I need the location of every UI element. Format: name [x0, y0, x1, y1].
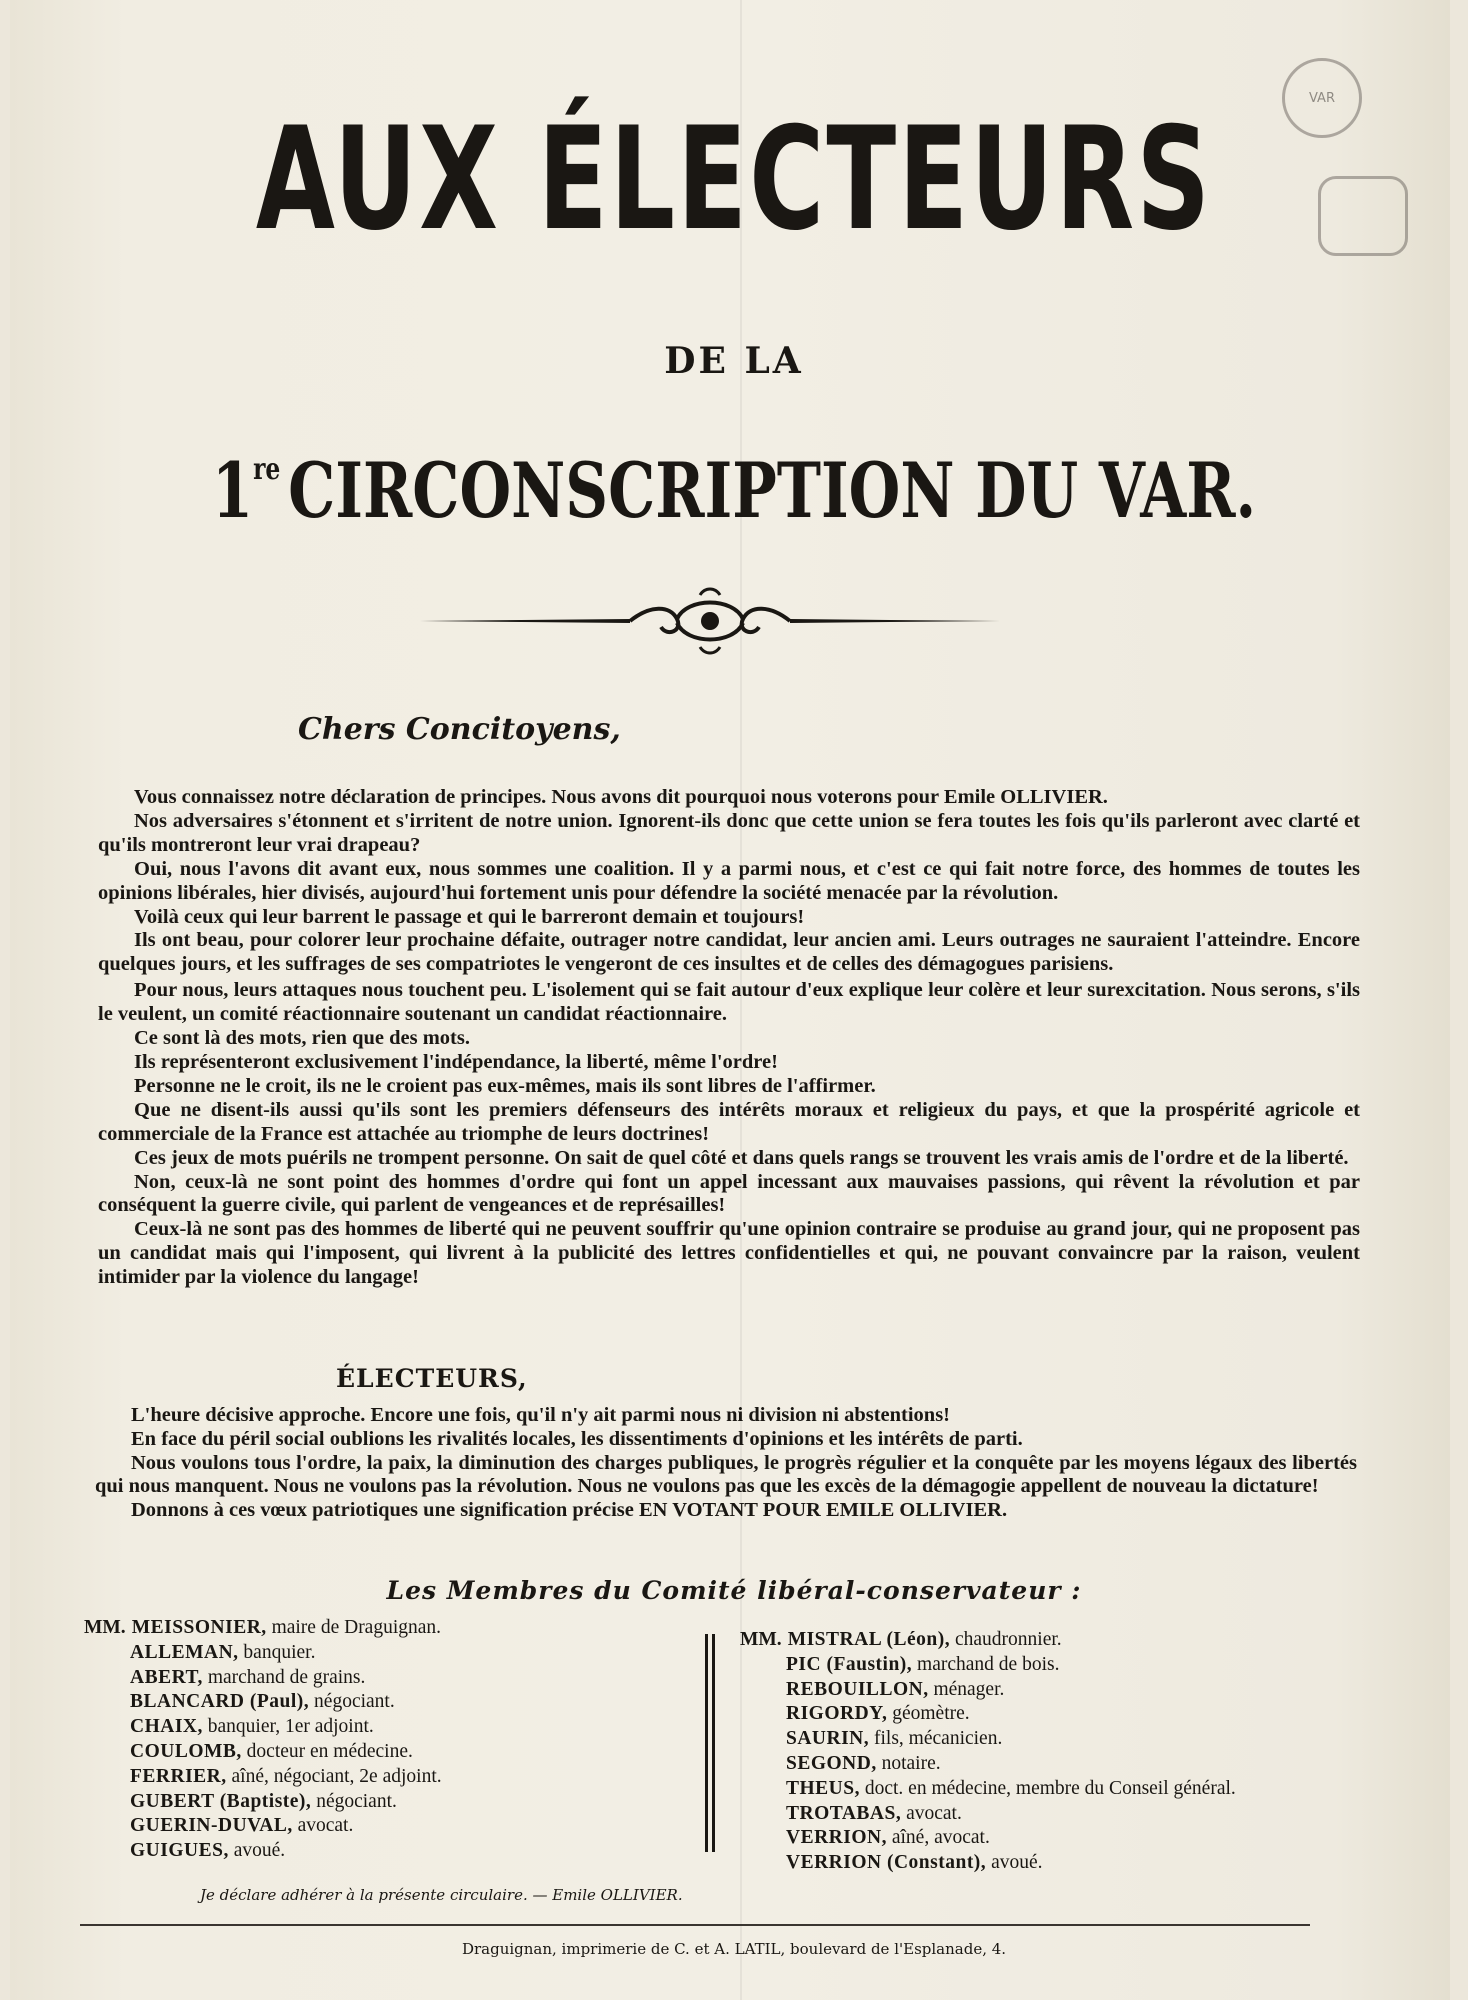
paragraph: Pour nous, leurs attaques nous touchent peu. L'isolement qui se fait autour d'eux explique leur colère et leur surexcitation. Nous serons, s'ils le veulent, un comité réactionnaire soutenant un candidat réactionnaire.: [98, 979, 1360, 1026]
member-description: avoué.: [233, 1840, 286, 1862]
committee-member: [740, 1653, 1380, 1678]
member-description: docteur en médecine.: [246, 1740, 413, 1762]
member-name: VERRION,: [786, 1827, 887, 1849]
committee-member: [740, 1826, 1380, 1851]
column-divider: [705, 1634, 715, 1852]
paragraph: En face du péril social oublions les rivalités locales, les dissentiments d'opinions et les intérêts de parti.: [131, 1427, 1023, 1450]
member-name: PIC (Faustin),: [786, 1653, 913, 1675]
paragraph: Ils représenteront exclusivement l'indépendance, la liberté, même l'ordre!: [134, 1050, 778, 1073]
circ-number: 1: [211, 446, 254, 535]
paragraph: Non, ceux-là ne sont point des hommes d'ordre qui font un appel incessant aux mauvaises passions, qui rêvent la révolution et par conséquent la guerre civile, qui parlent de vengeances et de représailles!: [98, 1170, 1360, 1217]
salutation: Chers Concitoyens,: [298, 712, 621, 747]
committee-member: [740, 1802, 1380, 1827]
member-description: maire de Draguignan.: [271, 1617, 442, 1638]
member-name: BLANCARD (Paul),: [130, 1691, 310, 1713]
octagonal-stamp: [1318, 176, 1408, 256]
member-name: GUIGUES,: [130, 1840, 229, 1862]
committee-member: [740, 1678, 1380, 1703]
committee-member: [84, 1765, 684, 1790]
member-description: banquier.: [243, 1641, 316, 1663]
member-name: FERRIER,: [130, 1765, 227, 1787]
committee-member: [84, 1740, 684, 1765]
paragraph: Nos adversaires s'étonnent et s'irritent de notre union. Ignorent-ils donc que cette union se fera toutes les fois qu'ils parleront avec clarté et qu'ils montreront leur vrai drapeau?: [98, 809, 1360, 856]
circ-ordinal: re: [253, 452, 281, 487]
member-description: doct. en médecine, membre du Conseil général.: [864, 1777, 1236, 1799]
member-description: fils, mécanicien.: [874, 1728, 1003, 1750]
paragraph: Ce sont là des mots, rien que des mots.: [134, 1027, 470, 1050]
committee-member: [740, 1851, 1380, 1876]
member-name: ALLEMAN,: [130, 1641, 239, 1663]
member-name: RIGORDY,: [786, 1703, 888, 1725]
member-description: aîné, négociant, 2e adjoint.: [231, 1765, 442, 1787]
member-description: avoué.: [991, 1852, 1043, 1874]
committee-member: [84, 1814, 684, 1839]
member-prefix: MM.: [740, 1629, 782, 1650]
paragraph: Ces jeux de mots puérils ne trompent personne. On sait de quel côté et dans quels rangs se trouvent les vrais amis de l'ordre et de la liberté.: [134, 1146, 1349, 1169]
member-description: banquier, 1er adjoint.: [207, 1716, 374, 1738]
appeal-text: [95, 1404, 1357, 1523]
body-text: [98, 786, 1360, 1290]
committee-member: [740, 1727, 1380, 1752]
member-description: avocat.: [297, 1815, 354, 1837]
paragraph: Ils ont beau, pour colorer leur prochaine défaite, outrager notre candidat, leur ancien ami. Leurs outrages ne sauraient l'atteindre. Encore quelques jours, et les suffrages de ses compatriotes le vengeront de ces insultes et de celles des démagogues parisiens.: [98, 929, 1360, 976]
member-name: ABERT,: [130, 1666, 203, 1688]
member-description: notaire.: [881, 1752, 941, 1774]
member-prefix: MM.: [84, 1617, 126, 1638]
paragraph: Ceux-là ne sont pas des hommes de liberté qui ne peuvent souffrir qu'une opinion contraire se produise au grand jour, qui ne proposent pas un candidat mais qui l'imposent, qui livrent à la publicité des lettres confidentielles et qui, ne pouvant convaincre par la raison, veulent intimider par la violence du langage!: [98, 1218, 1360, 1289]
member-description: marchand de bois.: [917, 1653, 1060, 1675]
poster-subtitle: DE LA: [664, 340, 804, 382]
paragraph: Voilà ceux qui leur barrent le passage et qui le barreront demain et toujours!: [134, 905, 805, 928]
committee-member: [740, 1777, 1380, 1802]
circ-name: CIRCONSCRIPTION DU VAR.: [288, 446, 1257, 535]
member-name: GUERIN-DUVAL,: [130, 1815, 293, 1837]
adhesion-note: Je déclare adhérer à la présente circulaire. — Emile OLLIVIER.: [200, 1886, 683, 1904]
member-name: MISTRAL (Léon),: [787, 1629, 951, 1650]
paragraph: Donnons à ces vœux patriotiques une signification précise EN VOTANT POUR EMILE OLLIVIER.: [131, 1499, 1008, 1522]
member-name: SAURIN,: [786, 1728, 870, 1750]
committee-member: [740, 1702, 1380, 1727]
committee-member: [740, 1628, 1380, 1653]
member-description: marchand de grains.: [207, 1666, 366, 1688]
member-description: négociant.: [316, 1790, 397, 1812]
member-description: aîné, avocat.: [891, 1827, 990, 1849]
member-description: avocat.: [906, 1802, 962, 1824]
committee-member: [84, 1839, 684, 1864]
postal-stamp: [1282, 58, 1362, 138]
committee-member: [84, 1790, 684, 1815]
member-name: CHAIX,: [130, 1716, 203, 1738]
committee-member: [84, 1641, 684, 1666]
member-description: ménager.: [933, 1678, 1005, 1700]
stamp-text: VAR: [1309, 90, 1335, 106]
ornament-divider-icon: [415, 585, 1005, 657]
member-name: GUBERT (Baptiste),: [130, 1790, 312, 1812]
member-name: REBOUILLON,: [786, 1678, 929, 1700]
paragraph: Personne ne le croit, ils ne le croient pas eux-mêmes, mais ils sont libres de l'affirmer.: [134, 1074, 876, 1097]
electeurs-heading: ÉLECTEURS,: [336, 1364, 528, 1393]
paragraph: Que ne disent-ils aussi qu'ils sont les premiers défenseurs des intérêts moraux et religieux du pays, et que la prospérité agricole et commerciale de la France est attachée au triomphe de leurs doctrines!: [98, 1098, 1360, 1145]
circonscription-heading: [161, 420, 1306, 541]
committee-member: [740, 1752, 1380, 1777]
paragraph: L'heure décisive approche. Encore une fois, qu'il n'y ait parmi nous ni division ni abstentions!: [131, 1404, 950, 1426]
paragraph: Vous connaissez notre déclaration de principes. Nous avons dit pourquoi nous voterons pour Emile OLLIVIER.: [134, 786, 1108, 808]
member-name: COULOMB,: [130, 1740, 242, 1762]
committee-member: [84, 1616, 684, 1641]
committee-member: [84, 1715, 684, 1740]
paragraph: Nous voulons tous l'ordre, la paix, la diminution des charges publiques, le progrès régulier et la conquête par les moyens légaux des libertés qui nous manquent. Nous ne voulons pas la révolution. Nous ne voulons pas que les excès de la démagogie appellent de nouveau la dictature!: [95, 1451, 1357, 1498]
member-name: THEUS,: [786, 1777, 860, 1799]
member-description: chaudronnier.: [955, 1629, 1062, 1650]
committee-member: [84, 1666, 684, 1691]
member-name: VERRION (Constant),: [786, 1852, 987, 1874]
member-name: SEGOND,: [786, 1752, 877, 1774]
poster-title: AUX ÉLECTEURS: [255, 97, 1213, 262]
committee-title: Les Membres du Comité libéral-conservateur :: [386, 1576, 1082, 1605]
committee-list-left: [84, 1616, 684, 1864]
member-name: TROTABAS,: [786, 1802, 902, 1824]
footer-rule: [80, 1924, 1310, 1926]
member-description: négociant.: [314, 1691, 395, 1713]
member-description: géomètre.: [892, 1703, 970, 1725]
paragraph: Oui, nous l'avons dit avant eux, nous sommes une coalition. Il y a parmi nous, et c'est ce qui fait notre force, des hommes de toutes les opinions libérales, hier divisés, aujourd'hui fortement unis pour défendre la société menacée par la révolution.: [98, 857, 1360, 904]
committee-list-right: [740, 1628, 1380, 1876]
committee-member: [84, 1690, 684, 1715]
printer-imprint: Draguignan, imprimerie de C. et A. LATIL, boulevard de l'Esplanade, 4.: [461, 1940, 1007, 1958]
member-name: MEISSONIER,: [131, 1617, 267, 1638]
